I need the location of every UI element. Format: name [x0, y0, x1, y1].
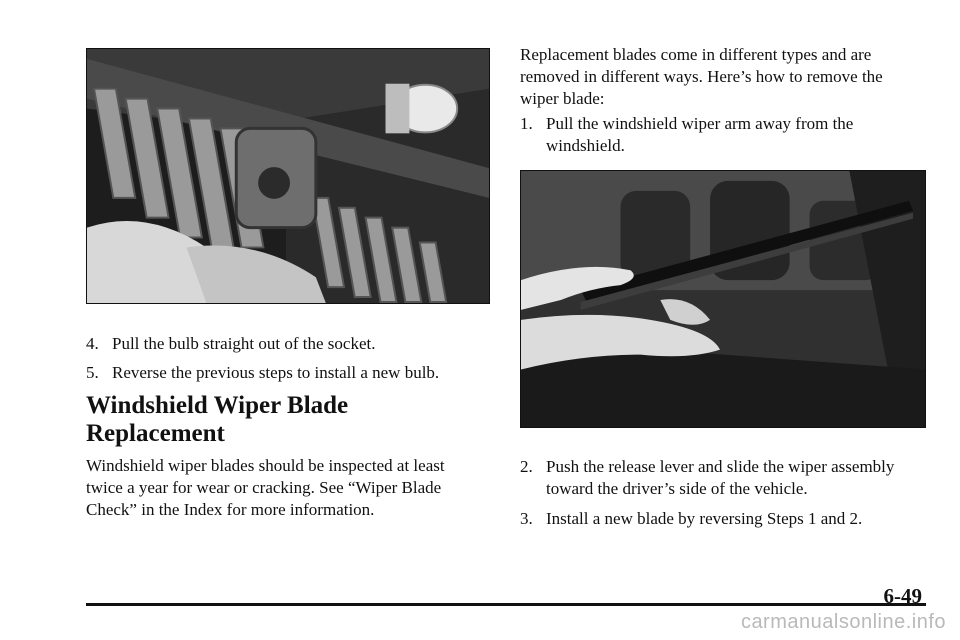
- page-number: 6-49: [883, 584, 922, 608]
- step-text: Pull the bulb straight out of the socket.: [112, 334, 376, 353]
- step-text: Reverse the previous steps to install a new bulb.: [112, 363, 440, 382]
- step-1: [520, 113, 920, 157]
- step-3: [520, 508, 920, 530]
- wiper-removal-photo: [520, 170, 926, 428]
- step-4: [86, 333, 496, 355]
- step-text: Pull the windshield wiper arm away from the windshield.: [546, 114, 854, 155]
- step-5: [86, 362, 496, 384]
- intro-paragraph: Replacement blades come in different types and are removed in different ways. Here’s how to remove the wiper blade:: [520, 45, 883, 108]
- step-number: 5.: [86, 363, 99, 382]
- footer-rule: [86, 603, 926, 606]
- step-text: Install a new blade by reversing Steps 1 and 2.: [546, 509, 863, 528]
- step-number: 3.: [520, 509, 533, 528]
- step-2: [520, 456, 920, 500]
- bulb-removal-photo: [86, 48, 490, 304]
- wiper-inspection-paragraph: Windshield wiper blades should be inspected at least twice a year for wear or cracking. See “Wiper Blade Check” in the Index for more information.: [86, 456, 445, 519]
- step-number: 1.: [520, 114, 533, 133]
- watermark: carmanualsonline.info: [740, 611, 946, 633]
- step-text: Push the release lever and slide the wiper assembly toward the driver’s side of the vehicle.: [546, 457, 895, 498]
- bulb-photo-illustration: [87, 49, 489, 303]
- step-number: 4.: [86, 334, 99, 353]
- heading-line1: Windshield Wiper Blade: [86, 392, 349, 419]
- wiper-photo-illustration: [521, 171, 925, 427]
- heading-line2: Replacement: [86, 420, 225, 447]
- section-heading: [86, 392, 348, 448]
- step-number: 2.: [520, 457, 533, 476]
